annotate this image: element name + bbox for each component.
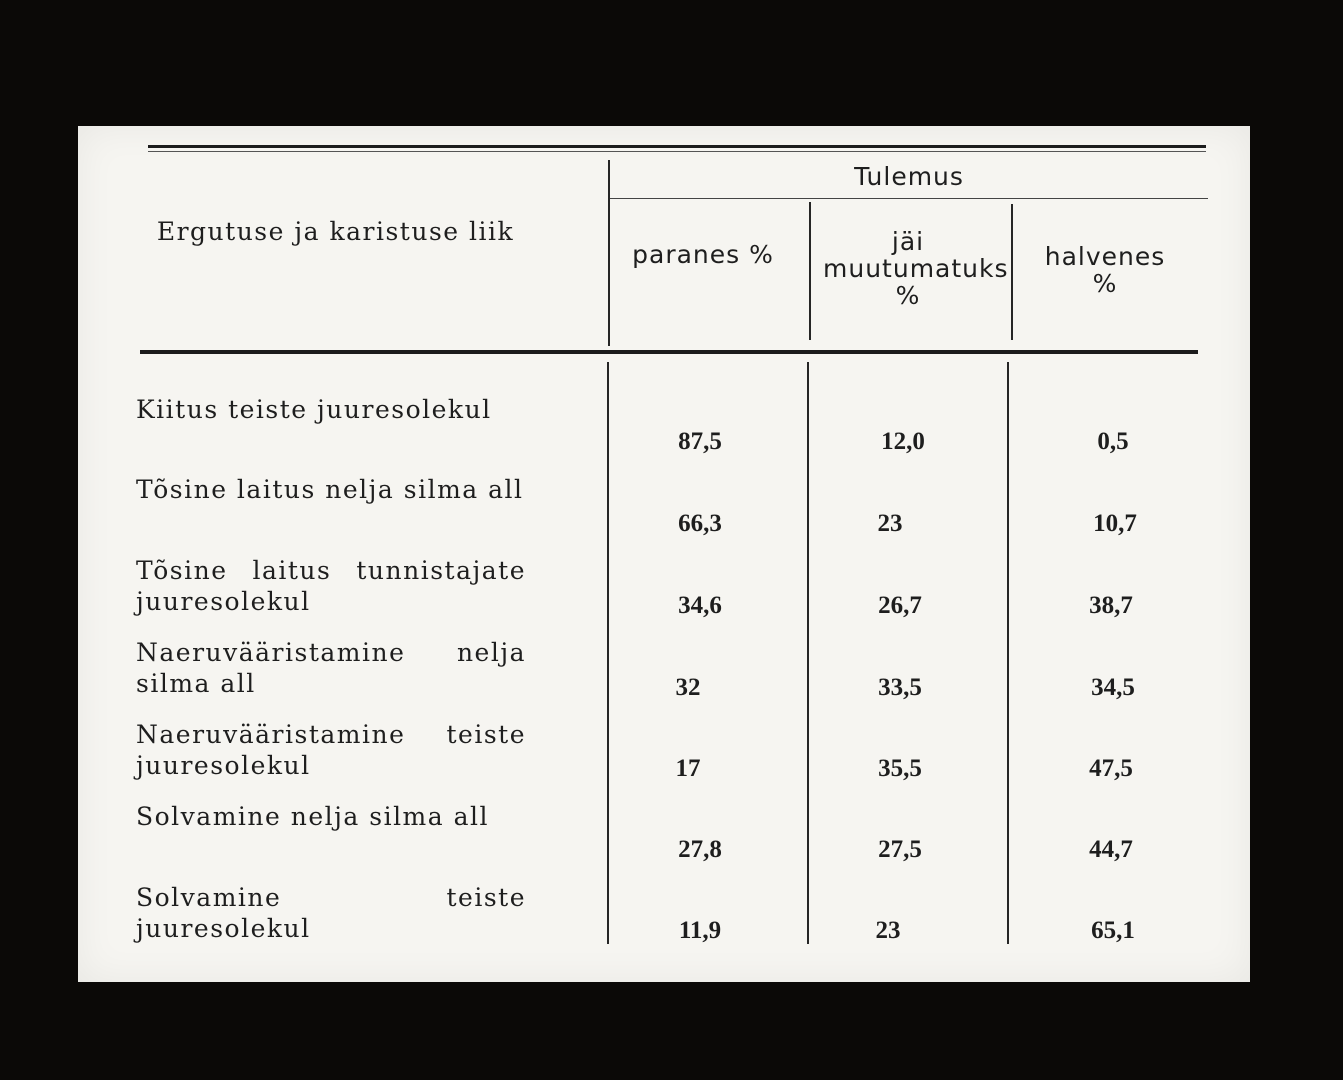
cell-unchanged: 35,5 bbox=[878, 755, 922, 782]
column-header-unchanged: jäi muutumatuks % bbox=[823, 227, 1009, 310]
subheader-divider-1 bbox=[809, 202, 811, 340]
cell-worsened: 38,7 bbox=[1089, 592, 1133, 619]
cell-unchanged: 12,0 bbox=[881, 428, 925, 455]
subheader-divider-2 bbox=[1011, 204, 1013, 340]
cell-improved: 87,5 bbox=[678, 428, 722, 455]
top-rule-thin bbox=[148, 151, 1206, 152]
row-label: Naeruvääristamine teiste juuresolekul bbox=[136, 720, 526, 780]
cell-unchanged: 23 bbox=[875, 917, 901, 944]
cell-unchanged: 27,5 bbox=[878, 836, 922, 863]
column-header-type: Ergutuse ja karistuse liik bbox=[156, 217, 515, 246]
row-label: Solvamine teiste juuresolekul bbox=[136, 883, 526, 943]
table-slide bbox=[78, 126, 1250, 982]
group-header-rule bbox=[610, 198, 1208, 199]
cell-worsened: 47,5 bbox=[1089, 755, 1133, 782]
cell-worsened: 0,5 bbox=[1097, 428, 1129, 455]
cell-improved: 27,8 bbox=[678, 836, 722, 863]
body-divider-1 bbox=[607, 362, 609, 944]
row-label: Solvamine nelja silma all bbox=[136, 802, 490, 831]
body-divider-3 bbox=[1007, 362, 1009, 944]
cell-worsened: 44,7 bbox=[1089, 836, 1133, 863]
column-header-worsened: halvenes % bbox=[1044, 242, 1166, 298]
cell-worsened: 10,7 bbox=[1093, 510, 1137, 537]
cell-unchanged: 33,5 bbox=[878, 674, 922, 701]
cell-worsened: 65,1 bbox=[1091, 917, 1135, 944]
group-header: Tulemus bbox=[854, 162, 964, 191]
cell-improved: 32 bbox=[675, 674, 701, 701]
row-label: Tõsine laitus tunnistajate juuresolekul bbox=[136, 556, 526, 616]
top-rule bbox=[148, 145, 1206, 148]
cell-unchanged: 23 bbox=[877, 510, 903, 537]
body-divider-2 bbox=[807, 362, 809, 944]
row-label: Kiitus teiste juuresolekul bbox=[136, 395, 492, 424]
row-label: Tõsine laitus nelja silma all bbox=[136, 475, 524, 504]
column-header-improved: paranes % bbox=[632, 240, 774, 269]
cell-unchanged: 26,7 bbox=[878, 592, 922, 619]
header-bottom-rule bbox=[140, 350, 1198, 354]
cell-improved: 11,9 bbox=[678, 917, 722, 944]
cell-improved: 17 bbox=[675, 755, 701, 782]
row-label: Naeruvääristamine nelja silma all bbox=[136, 638, 526, 698]
cell-improved: 66,3 bbox=[678, 510, 722, 537]
cell-worsened: 34,5 bbox=[1091, 674, 1135, 701]
cell-improved: 34,6 bbox=[678, 592, 722, 619]
